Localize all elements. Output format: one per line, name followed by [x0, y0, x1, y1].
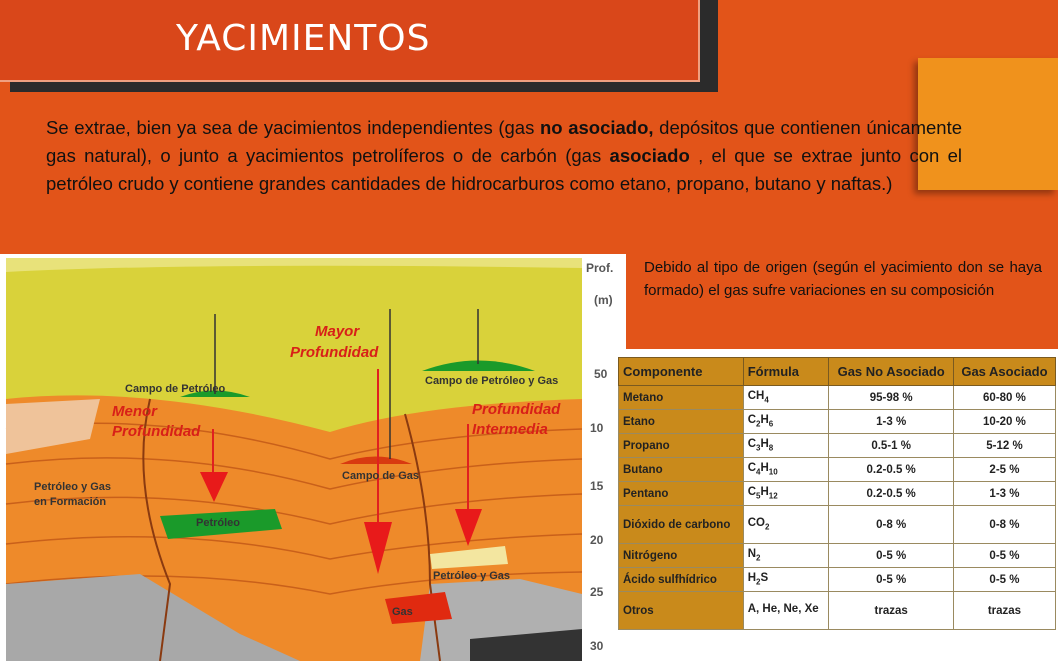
- component-formula: $C_5H_{12}$: [743, 482, 829, 506]
- component-name: Propano: [619, 434, 744, 458]
- table-row: [619, 386, 1056, 410]
- table-header-row: [619, 358, 1056, 386]
- table-row: [619, 410, 1056, 434]
- component-name: Nitrógeno: [619, 544, 744, 568]
- table-row: [619, 458, 1056, 482]
- header-componente: Componente: [619, 358, 744, 386]
- value-no-asociado: 0.5-1 %: [829, 434, 954, 458]
- value-asociado: 1-3 %: [953, 482, 1055, 506]
- component-name: Butano: [619, 458, 744, 482]
- component-name: Metano: [619, 386, 744, 410]
- header-formula: Fórmula: [743, 358, 829, 386]
- label-formacion-2: en Formación: [34, 496, 107, 508]
- table-row: [619, 434, 1056, 458]
- component-formula: $CH_4$: [743, 386, 829, 410]
- component-formula: $H_2S$: [743, 568, 829, 592]
- component-name: Dióxido de carbono: [619, 506, 744, 544]
- depth-tick: 10: [590, 421, 604, 435]
- title-bar: [0, 0, 700, 82]
- value-no-asociado: 0.2-0.5 %: [829, 482, 954, 506]
- component-formula: $CO_2$: [743, 506, 829, 544]
- value-asociado: trazas: [953, 592, 1055, 630]
- component-name: Ácido sulfhídrico: [619, 568, 744, 592]
- label-formacion-1: Petróleo y Gas: [34, 481, 112, 493]
- header-asociado: Gas Asociado: [953, 358, 1055, 386]
- intro-bold-no-asociado: no asociado,: [539, 117, 654, 138]
- composition-note: Debido al tipo de origen (según el yacimiento don se haya formado) el gas sufre variaciones en su composición: [644, 259, 1042, 299]
- component-formula: $C_3H_8$: [743, 434, 829, 458]
- value-asociado: 0-5 %: [953, 544, 1055, 568]
- component-name: Pentano: [619, 482, 744, 506]
- page-title: YACIMIENTOS: [176, 18, 431, 59]
- value-asociado: 2-5 %: [953, 458, 1055, 482]
- value-no-asociado: 1-3 %: [829, 410, 954, 434]
- label-campo-gas: Campo de Gas: [342, 470, 420, 482]
- label-campo-petroleo-gas: Campo de Petróleo y Gas: [425, 375, 559, 387]
- intro-text-3: , el que se extrae junto con el petróleo crudo y contiene grandes cantidades de hidrocarburos como etano, propano, butano y naftas.): [46, 145, 963, 194]
- depth-header-2: (m): [594, 293, 613, 307]
- table-row: [619, 592, 1056, 630]
- reservoir-diagram: [0, 254, 626, 661]
- label-mayor-1: Mayor: [315, 323, 360, 340]
- value-asociado: 0-5 %: [953, 568, 1055, 592]
- depth-tick: 15: [590, 479, 604, 493]
- label-mayor-2: Profundidad: [290, 344, 379, 361]
- table-row: [619, 506, 1056, 544]
- table-row: [619, 544, 1056, 568]
- value-no-asociado: 0-5 %: [829, 544, 954, 568]
- table-row: [619, 482, 1056, 506]
- depth-tick: 50: [594, 367, 608, 381]
- composition-table-panel: [614, 349, 1058, 661]
- value-asociado: 60-80 %: [953, 386, 1055, 410]
- intro-text-1: Se extrae, bien ya sea de yacimientos independientes (gas: [46, 117, 540, 138]
- depth-tick: 30: [590, 639, 604, 653]
- header-no-asociado: Gas No Asociado: [829, 358, 954, 386]
- value-no-asociado: 0-5 %: [829, 568, 954, 592]
- depth-header-1: Prof.: [586, 261, 614, 275]
- label-menor-2: Profundidad: [112, 423, 201, 440]
- component-formula: $C_2H_6$: [743, 410, 829, 434]
- label-intermedia-2: Intermedia: [472, 421, 548, 438]
- value-no-asociado: trazas: [829, 592, 954, 630]
- label-menor-1: Menor: [112, 403, 157, 420]
- component-name: Otros: [619, 592, 744, 630]
- label-campo-petroleo: Campo de Petróleo: [125, 383, 226, 395]
- value-asociado: 10-20 %: [953, 410, 1055, 434]
- value-asociado: 0-8 %: [953, 506, 1055, 544]
- label-petroleo: Petróleo: [196, 517, 241, 529]
- depth-tick: 20: [590, 533, 604, 547]
- composition-table: [618, 357, 1056, 630]
- component-formula: $N_2$: [743, 544, 829, 568]
- component-formula: A, He, Ne, Xe: [743, 592, 829, 630]
- intro-bold-asociado: asociado: [609, 145, 690, 166]
- value-no-asociado: 0.2-0.5 %: [829, 458, 954, 482]
- value-asociado: 5-12 %: [953, 434, 1055, 458]
- component-name: Etano: [619, 410, 744, 434]
- table-row: [619, 568, 1056, 592]
- intro-paragraph: [46, 114, 962, 198]
- intro-text-2: depósitos que contienen únicamente gas natural), o junto a yacimientos petrolíferos o de carbón (gas: [46, 117, 963, 166]
- label-intermedia-1: Profundidad: [472, 401, 561, 418]
- label-petroleo-y-gas: Petróleo y Gas: [433, 570, 511, 582]
- depth-tick: 25: [590, 585, 604, 599]
- value-no-asociado: 0-8 %: [829, 506, 954, 544]
- component-formula: $C_4H_{10}$: [743, 458, 829, 482]
- value-no-asociado: 95-98 %: [829, 386, 954, 410]
- label-gas: Gas: [392, 606, 413, 618]
